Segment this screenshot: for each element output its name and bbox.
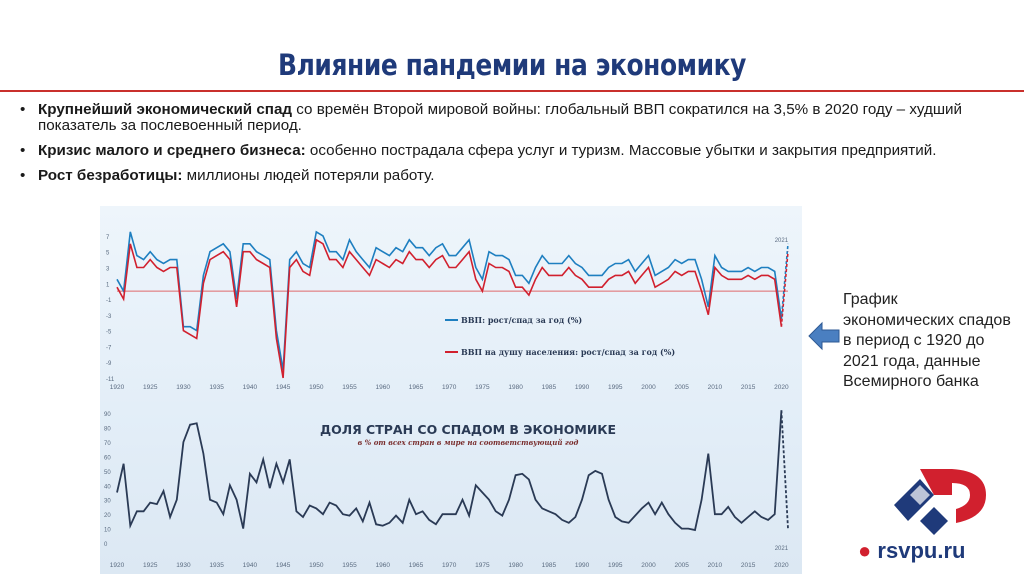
x-tick-label: 2010 xyxy=(707,384,723,391)
x-tick-label: 1955 xyxy=(342,384,357,391)
x-tick-label: 1970 xyxy=(441,384,457,391)
x-tick-label: 2005 xyxy=(674,562,689,569)
x-tick-label: 1955 xyxy=(342,562,357,569)
bullet-text: со времён Второй мировой войны: глобальный ВВП сократился на 3,5% в 2020 году – худший показатель за послевоенный период. xyxy=(38,101,963,134)
y-tick-label: -9 xyxy=(106,361,112,368)
x-tick-label: 1990 xyxy=(574,384,590,391)
x-tick-label: 2020 xyxy=(774,562,789,569)
y-tick-label: 50 xyxy=(104,469,111,476)
x-tick-label: 1995 xyxy=(608,562,623,569)
y-tick-label: 1 xyxy=(106,282,110,289)
y-tick-label: 0 xyxy=(104,542,108,548)
chart-image xyxy=(100,206,802,574)
x-tick-label: 1970 xyxy=(441,562,457,569)
series-line xyxy=(117,240,781,378)
bullet-item xyxy=(20,102,980,134)
x-tick-label: 1920 xyxy=(109,384,125,391)
rsvpu-logo-icon xyxy=(890,465,990,537)
x-tick-label: 1975 xyxy=(475,384,490,391)
x-tick-label: 2015 xyxy=(740,384,756,391)
bullet-dot: • xyxy=(20,101,26,118)
bullet-bold: Рост безработицы: xyxy=(38,167,183,184)
x-tick-label: 1935 xyxy=(209,384,224,391)
bullet-dot: • xyxy=(20,167,26,184)
x-tick-label: 1960 xyxy=(375,562,390,569)
y-tick-label: 3 xyxy=(106,266,110,273)
y-tick-label: -3 xyxy=(106,313,112,320)
x-tick-label: 2020 xyxy=(774,384,789,391)
x-tick-label: 1990 xyxy=(574,562,590,569)
recession-charts xyxy=(100,206,802,574)
y-tick-label: -5 xyxy=(106,329,112,336)
series-line xyxy=(117,232,781,370)
x-tick-label: 1930 xyxy=(176,384,191,391)
bullet-bold: Крупнейший экономический спад xyxy=(38,101,293,118)
x-tick-label: 1980 xyxy=(508,384,523,391)
y-tick-label: 90 xyxy=(104,412,111,419)
brand-text: rsvpu.ru xyxy=(877,538,966,563)
x-tick-label: 1935 xyxy=(209,562,224,569)
y-tick-label: 60 xyxy=(104,455,111,462)
bullet-text: особенно пострадала сфера услуг и туризм. Массовые убытки и закрытия предприятий. xyxy=(305,142,937,159)
annotation-label: 2021 xyxy=(774,238,789,244)
y-tick-label: 5 xyxy=(106,250,110,257)
chart-subtitle: в % от всех стран в мире на соответствующий год xyxy=(357,438,579,447)
x-tick-label: 1950 xyxy=(309,384,324,391)
x-tick-label: 1985 xyxy=(541,384,557,391)
y-tick-label: 20 xyxy=(104,513,111,520)
brand-dot: ● xyxy=(858,538,872,563)
bullet-item xyxy=(20,143,980,159)
x-tick-label: 1925 xyxy=(142,384,158,391)
x-tick-label: 1975 xyxy=(475,562,490,569)
y-tick-label: 30 xyxy=(104,498,111,505)
x-tick-label: 1980 xyxy=(508,562,523,569)
x-tick-label: 1995 xyxy=(608,384,623,391)
brand-link[interactable] xyxy=(858,538,965,564)
x-tick-label: 1965 xyxy=(408,562,424,569)
x-tick-label: 1965 xyxy=(408,384,424,391)
x-tick-label: 1940 xyxy=(242,562,258,569)
x-tick-label: 1960 xyxy=(375,384,390,391)
y-tick-label: 7 xyxy=(106,234,110,241)
x-tick-label: 1920 xyxy=(109,562,125,569)
x-tick-label: 1945 xyxy=(275,562,291,569)
series-line-dashed xyxy=(781,410,788,528)
title-divider xyxy=(0,90,1024,92)
x-tick-label: 2010 xyxy=(707,562,723,569)
arrow-left-icon xyxy=(808,321,840,351)
y-tick-label: 40 xyxy=(104,484,111,491)
legend-label: ВВП: рост/спад за год (%) xyxy=(461,315,583,325)
slide-title: Влияние пандемии на экономику xyxy=(278,48,746,82)
x-tick-label: 1940 xyxy=(242,384,258,391)
x-tick-label: 1950 xyxy=(309,562,324,569)
x-tick-label: 2015 xyxy=(740,562,756,569)
chart-caption: График экономических спадов в период с 1920 до 2021 года, данные Всемирного банка xyxy=(843,291,1011,390)
chart-title: ДОЛЯ СТРАН СО СПАДОМ В ЭКОНОМИКЕ xyxy=(319,422,617,437)
bullet-dot: • xyxy=(20,142,26,159)
x-tick-label: 1985 xyxy=(541,562,557,569)
y-tick-label: 70 xyxy=(104,441,111,448)
x-tick-label: 1925 xyxy=(142,562,158,569)
x-tick-label: 2000 xyxy=(641,562,656,569)
bullet-text: миллионы людей потеряли работу. xyxy=(182,167,435,184)
x-tick-label: 2005 xyxy=(674,384,689,391)
annotation-label: 2021 xyxy=(774,546,789,552)
y-tick-label: 10 xyxy=(104,527,111,534)
y-tick-label: -7 xyxy=(106,345,112,352)
x-tick-label: 1945 xyxy=(275,384,291,391)
legend-label: ВВП на душу населения: рост/спад за год (%) xyxy=(461,347,676,357)
x-tick-label: 2000 xyxy=(641,384,656,391)
bullet-list xyxy=(20,102,980,193)
x-tick-label: 1930 xyxy=(176,562,191,569)
y-tick-label: -11 xyxy=(106,377,115,383)
bullet-item xyxy=(20,168,980,184)
y-tick-label: 80 xyxy=(104,426,111,433)
bullet-bold: Кризис малого и среднего бизнеса: xyxy=(38,142,306,159)
y-tick-label: -1 xyxy=(106,298,112,305)
